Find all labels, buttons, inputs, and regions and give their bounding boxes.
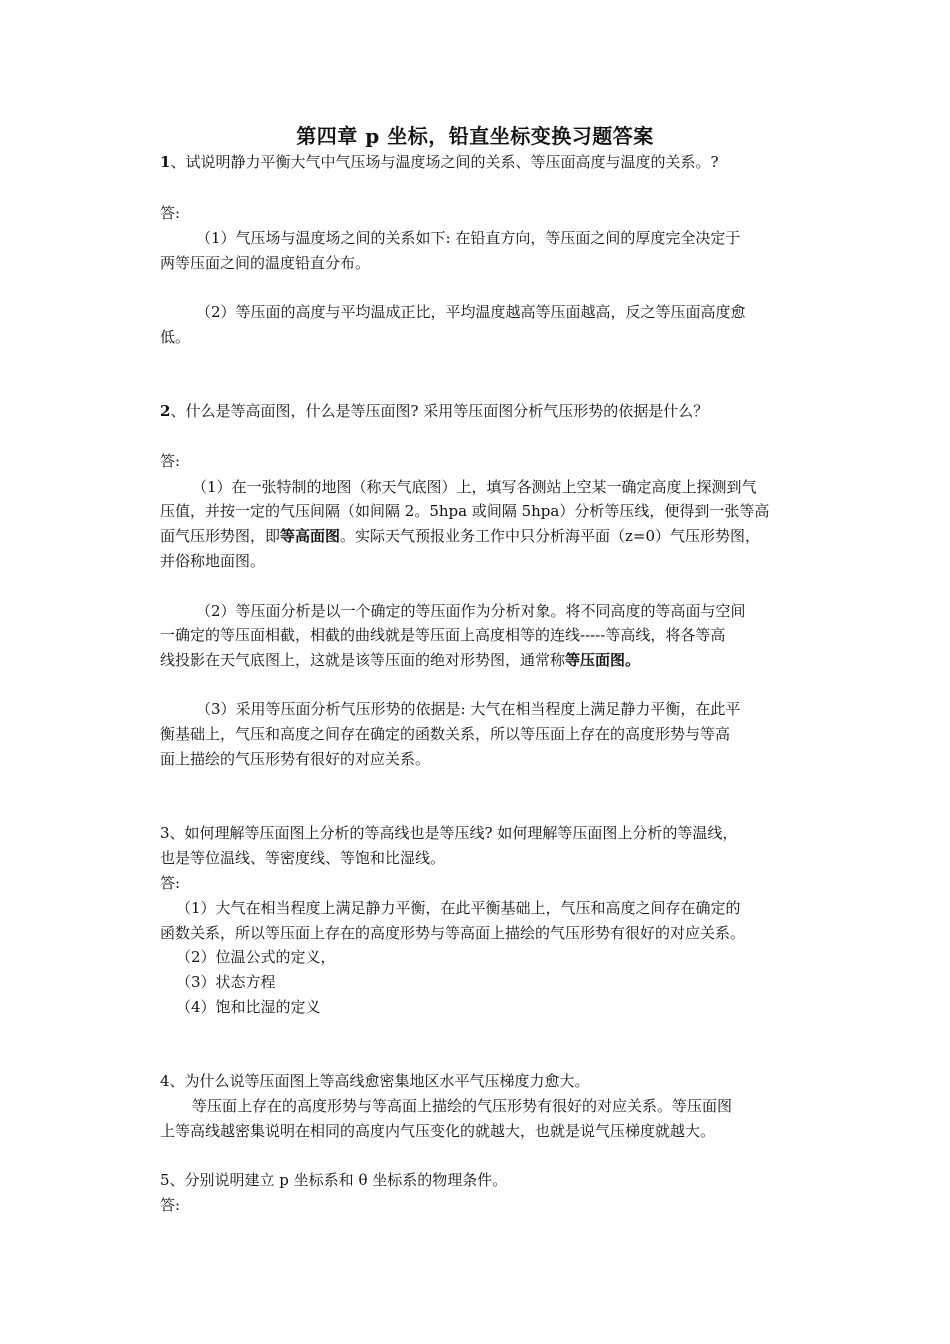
answer-paragraph: 并俗称地面图。 (160, 552, 266, 570)
question-2 (160, 401, 800, 421)
answer-label: 答: (160, 874, 181, 892)
answer-paragraph: （1）大气在相当程度上满足静力平衡，在此平衡基础上，气压和高度之间存在确定的 (176, 899, 741, 917)
question-3: 3、如何理解等压面图上分析的等高线也是等压线? 如何理解等压面图上分析的等温线， (160, 824, 738, 842)
answer-paragraph: （3）采用等压面分析气压形势的依据是: 大气在相当程度上满足静力平衡，在此平 (196, 700, 741, 718)
answer-item: （4）饱和比湿的定义 (176, 998, 321, 1016)
question-text: 、什么是等高面图，什么是等压面图? 采用等压面图分析气压形势的依据是什么？ (170, 402, 709, 420)
answer-item: （3）状态方程 (176, 973, 276, 991)
answer-paragraph: 等压面上存在的高度形势与等高面上描绘的气压形势有很好的对应关系。等压面图 (192, 1097, 733, 1115)
question-1 (160, 152, 800, 172)
answer-paragraph: 一确定的等压面相截，相截的曲线就是等压面上高度相等的连线-----等高线，将各等高 (160, 626, 726, 644)
answer-paragraph: 面上描绘的气压形势有很好的对应关系。 (160, 750, 431, 768)
answer-label: 答: (160, 1196, 181, 1214)
bold-term: 等高面图 (280, 527, 341, 545)
bold-term: 等压面图。 (565, 651, 641, 669)
answer-paragraph: 压值，并按一定的气压间隔（如间隔 2。5hpa 或间隔 5hpa）分析等压线，便得到一张等高 (160, 502, 770, 520)
question-5: 5、分别说明建立 p 坐标系和 θ 坐标系的物理条件。 (160, 1171, 508, 1189)
text-span: 面气压形势图，即 (160, 527, 281, 545)
question-text: 、试说明静力平衡大气中气压场与温度场之间的关系、等压面高度与温度的关系。? (170, 153, 719, 171)
answer-item: （2）位温公式的定义， (176, 948, 336, 966)
answer-paragraph: 低。 (160, 328, 191, 346)
answer-paragraph (160, 650, 800, 670)
text-span: 线投影在天气底图上，这就是该等压面的绝对形势图，通常称 (160, 651, 566, 669)
question-3-cont: 也是等位温线、等密度线、等饱和比湿线。 (160, 849, 446, 867)
answer-label: 答: (160, 204, 181, 222)
answer-paragraph (160, 526, 800, 546)
question-4: 4、为什么说等压面图上等高线愈密集地区水平气压梯度力愈大。 (160, 1072, 590, 1090)
answer-paragraph: 两等压面之间的温度铅直分布。 (160, 254, 371, 272)
answer-paragraph: （1）在一张特制的地图（称天气底图）上，填写各测站上空某一确定高度上探测到气 (192, 478, 757, 496)
answer-paragraph: 衡基础上，气压和高度之间存在确定的函数关系，所以等压面上存在的高度形势与等高 (160, 725, 731, 743)
text-span: 。实际天气预报业务工作中只分析海平面（z=0）气压形势图， (340, 527, 761, 545)
page-title: 第四章 p 坐标，铅直坐标变换习题答案 (296, 124, 654, 148)
question-number: 1 (160, 153, 171, 171)
answer-paragraph: 函数关系，所以等压面上存在的高度形势与等高面上描绘的气压形势有很好的对应关系。 (160, 924, 746, 942)
answer-paragraph: （2）等压面分析是以一个确定的等压面作为分析对象。将不同高度的等高面与空间 (196, 602, 746, 620)
answer-label: 答: (160, 452, 181, 470)
answer-paragraph: （1）气压场与温度场之间的关系如下: 在铅直方向，等压面之间的厚度完全决定于 (196, 229, 741, 247)
answer-paragraph: 上等高线越密集说明在相同的高度内气压变化的就越大，也就是说气压梯度就越大。 (160, 1122, 716, 1140)
answer-paragraph: （2）等压面的高度与平均温成正比，平均温度越高等压面越高，反之等压面高度愈 (196, 303, 746, 321)
question-number: 2 (160, 402, 171, 420)
